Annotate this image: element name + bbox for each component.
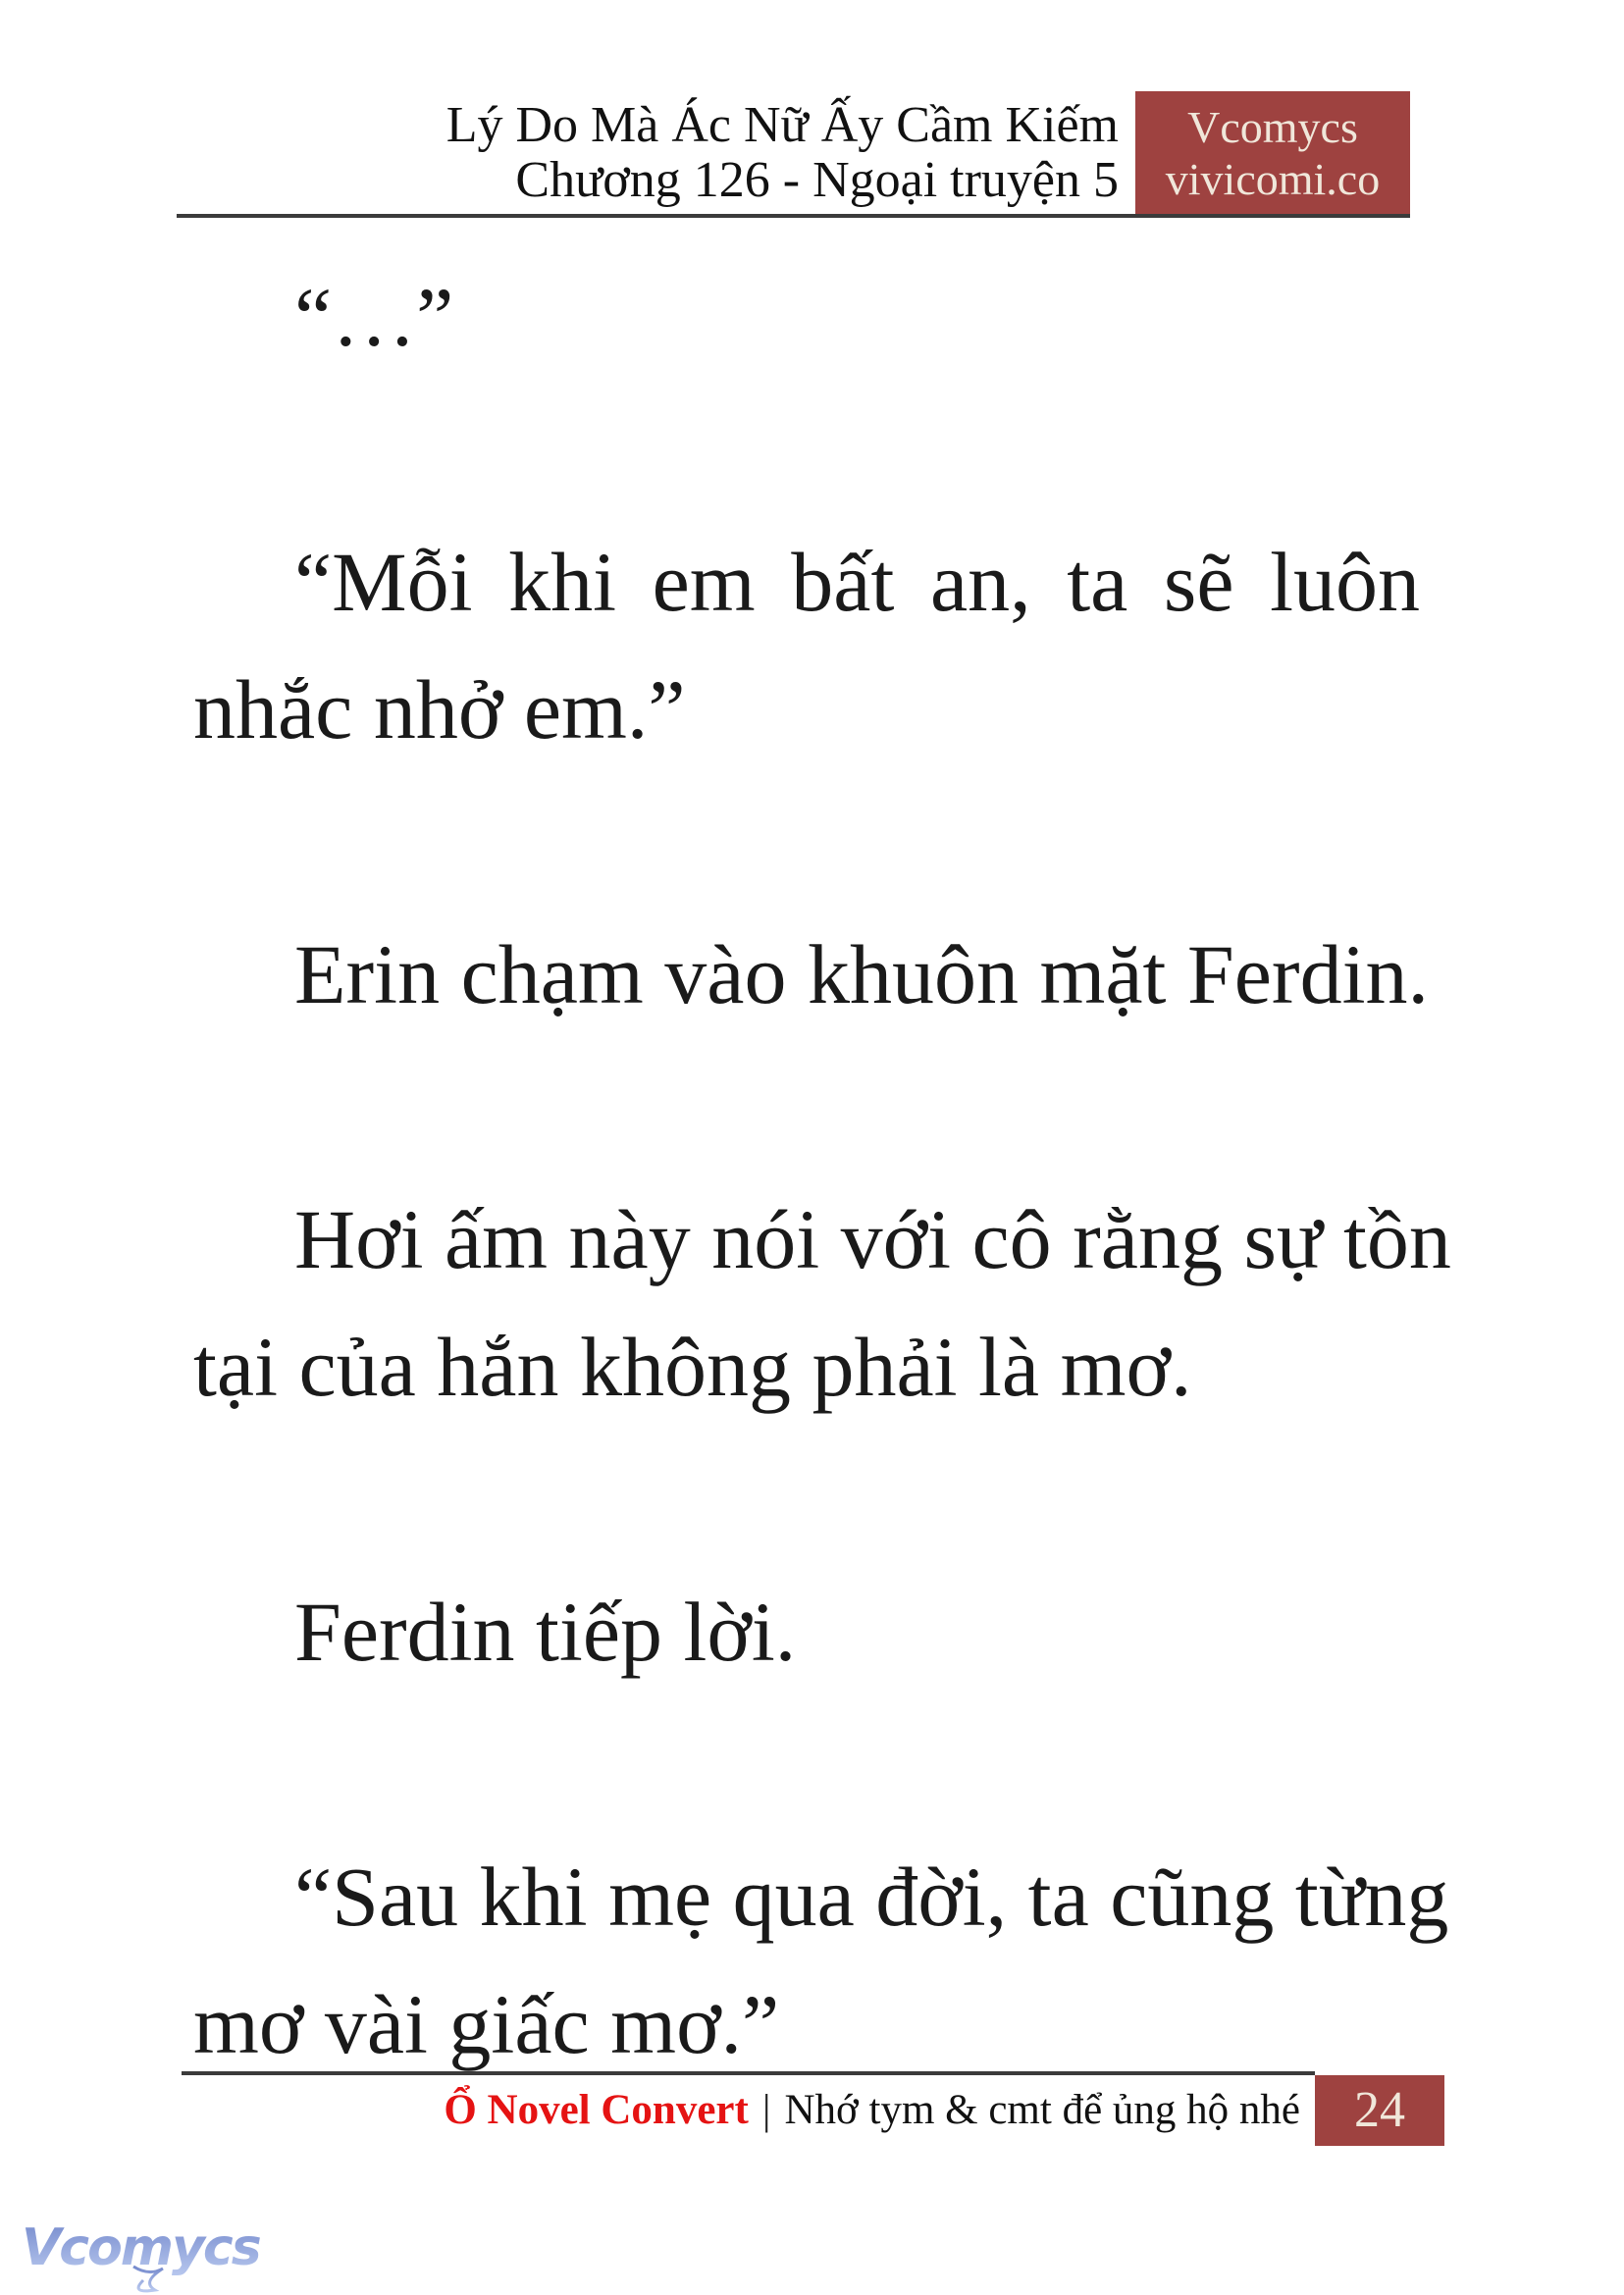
header-divider xyxy=(177,214,1410,218)
paragraph xyxy=(193,911,1429,1038)
paragraph xyxy=(193,1568,1420,1695)
footer-note: Nhớ tym & cmt để ủng hộ nhé xyxy=(784,2087,1300,2133)
footer-divider xyxy=(182,2071,1315,2075)
paragraph-line: tại của hắn không phải là mơ. xyxy=(193,1320,1192,1414)
paragraph-line: “Sau khi mẹ qua đời, ta cũng từng xyxy=(294,1850,1449,1944)
body-text xyxy=(193,253,1451,2088)
paragraph-line: mơ vài giấc mơ.” xyxy=(193,1977,780,2071)
footer-credit: Ổ Novel Convert xyxy=(444,2087,749,2133)
watermark-text: Vcomycs xyxy=(22,2218,260,2277)
paragraph-line: “Mỗi khi em bất an, ta sẽ luôn xyxy=(294,535,1420,629)
chapter-header xyxy=(446,98,1119,208)
novel-title: Lý Do Mà Ác Nữ Ấy Cầm Kiếm xyxy=(445,97,1119,153)
vcomycs-watermark-logo xyxy=(16,2204,261,2294)
footer-separator: | xyxy=(761,2087,771,2133)
paragraph-line: Ferdin tiếp lời. xyxy=(294,1585,797,1679)
paragraph xyxy=(193,253,1420,381)
chapter-subtitle: Chương 126 - Ngoại truyện 5 xyxy=(515,152,1119,208)
page-number-badge xyxy=(1315,2075,1444,2146)
brand-site: vivicomi.co xyxy=(1165,154,1381,204)
paragraph xyxy=(193,1833,1449,2088)
paragraph-line: nhắc nhở em.” xyxy=(193,662,686,756)
brand-box xyxy=(1135,91,1410,218)
paragraph-line: “…” xyxy=(294,270,454,364)
brand-name: Vcomycs xyxy=(1187,102,1358,152)
paragraph xyxy=(193,1175,1451,1431)
footer-text xyxy=(444,2081,1300,2140)
page-number: 24 xyxy=(1354,2082,1405,2138)
paragraph xyxy=(193,518,1420,773)
paragraph-line: Erin chạm vào khuôn mặt Ferdin. xyxy=(294,927,1429,1021)
paragraph-line: Hơi ấm này nói với cô rằng sự tồn xyxy=(294,1192,1451,1286)
